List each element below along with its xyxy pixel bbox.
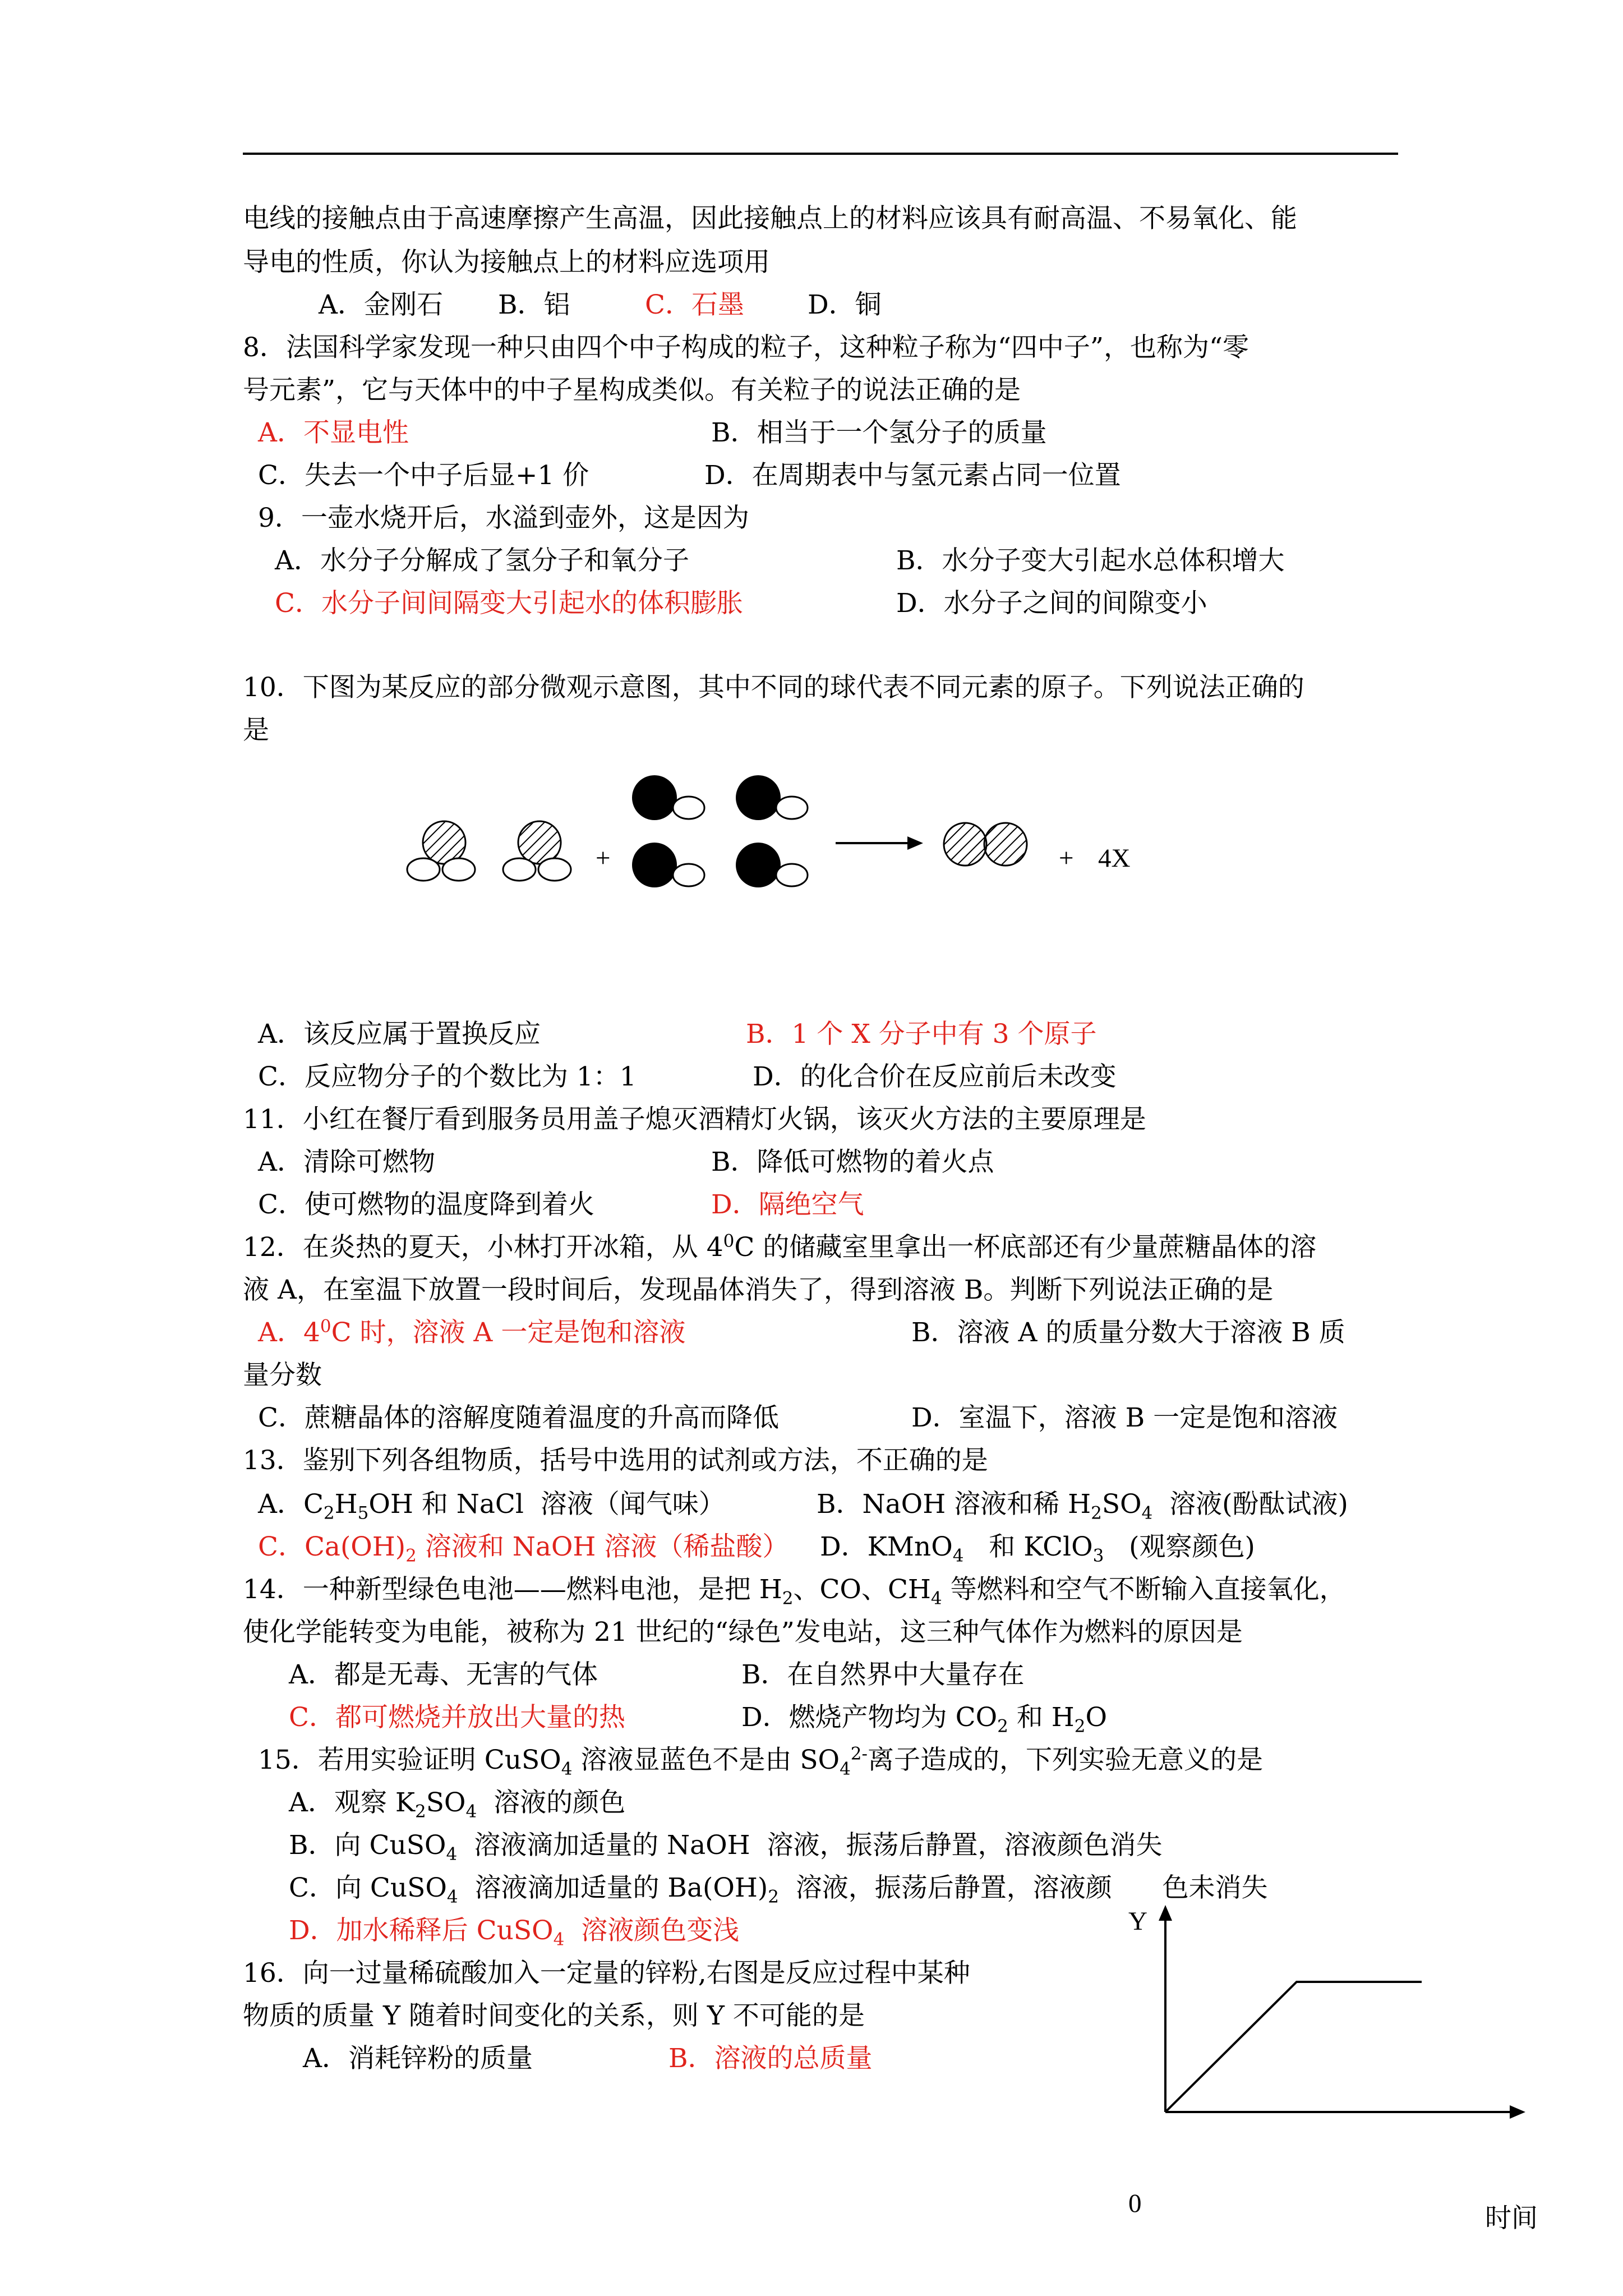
q14-option-c: C．都可燃烧并放出大量的热	[289, 1702, 625, 1733]
q12-option-b-cont: 量分数	[243, 1360, 322, 1391]
q10-line2: 是	[243, 715, 269, 746]
header-rule	[243, 153, 1398, 155]
q10-option-c: C．反应物分子的个数比为 1：1	[258, 1061, 637, 1092]
q11-option-b: B．降低可燃物的着火点	[711, 1147, 994, 1177]
q9-option-a: A．水分子分解成了氢分子和氧分子	[275, 545, 689, 576]
q7-option-a: A．金刚石	[319, 289, 443, 320]
q16-line1: 16．向一过量稀硫酸加入一定量的锌粉,右图是反应过程中某种	[243, 1958, 970, 1989]
q12-option-c: C．蔗糖晶体的溶解度随着温度的升高而降低	[258, 1402, 779, 1433]
time-graph	[1128, 1905, 1525, 2218]
q15-option-a: A．观察 $K_2SO_4$ 溶液的颜色	[289, 1787, 626, 1822]
q12-option-a: A．$4^0C$ 时，溶液 A 一定是饱和溶液	[258, 1316, 686, 1348]
q8-option-a: A．不显电性	[258, 417, 409, 448]
q7-option-b: B．铝	[498, 289, 570, 320]
graph-curve	[1165, 1982, 1422, 2112]
q8-option-d: D．在周期表中与氢元素占同一位置	[704, 460, 1121, 491]
plus-sign-1: +	[596, 844, 611, 873]
reactant-molecule-2	[503, 821, 571, 881]
q8-option-b: B．相当于一个氢分子的质量	[711, 417, 1047, 448]
q7-line2: 导电的性质，你认为接触点上的材料应选项用	[243, 247, 770, 278]
q16-option-a: A．消耗锌粉的质量	[303, 2043, 533, 2074]
q9-line1: 9．一壶水烧开后，水溢到壶外，这是因为	[258, 503, 749, 533]
q12-line2: 液 A，在室温下放置一段时间后，发现晶体消失了，得到溶液 B。判断下列说法正确的是	[243, 1274, 1274, 1305]
q7-line1: 电线的接触点由于高速摩擦产生高温，因此接触点上的材料应该具有耐高温、不易氧化、能	[243, 203, 1297, 234]
q10-line1: 10．下图为某反应的部分微观示意图，其中不同的球代表不同元素的原子。下列说法正确的	[243, 672, 1304, 703]
graph-x-label: 时间	[1485, 2203, 1538, 2234]
plus-sign-2: +	[1059, 844, 1074, 873]
q8-option-c: C．失去一个中子后显+1 价	[258, 460, 589, 491]
q14-option-d: D．燃烧产物均为 $CO_2$ 和 $H_2O$	[741, 1702, 1108, 1737]
q11-option-c: C．使可燃物的温度降到着火	[258, 1189, 594, 1220]
q14-option-a: A．都是无毒、无害的气体	[289, 1659, 598, 1690]
q12-option-d: D．室温下，溶液 B 一定是饱和溶液	[911, 1402, 1338, 1433]
reactant-molecule-1	[407, 821, 475, 881]
graph-origin-label: 0	[1128, 2189, 1142, 2218]
q9-option-d: D．水分子之间的间隙变小	[896, 588, 1207, 619]
q13-option-b: B．NaOH 溶液和稀 $H_2SO_4$ 溶液(酚酞试液)	[817, 1489, 1348, 1524]
q13-option-a: A．$C_2H_5OH$ 和 NaCl 溶液（闻气味）	[258, 1489, 725, 1524]
q14-line1: 14．一种新型绿色电池——燃料电池，是把 $H_2$、CO、$CH_4$ 等燃料和空气不断输入直接氧化，	[243, 1574, 1346, 1609]
q15-option-c: C．向 CuSO$_4$ 溶液滴加适量的 $Ba(OH)_2$ 溶液，振荡后静置，溶液颜 色未消失	[289, 1872, 1268, 1907]
q14-option-b: B．在自然界中大量存在	[741, 1659, 1025, 1690]
product-molecule	[944, 823, 1027, 866]
q15-option-d: D．加水稀释后 CuSO$_4$ 溶液颜色变浅	[289, 1915, 740, 1950]
q11-option-d: D．隔绝空气	[711, 1189, 864, 1220]
q10-option-d: D．的化合价在反应前后未改变	[753, 1061, 1117, 1092]
q11-line1: 11．小红在餐厅看到服务员用盖子熄灭酒精灯火锅，该灭火方法的主要原理是	[243, 1104, 1146, 1135]
reactant-molecule-4	[736, 775, 808, 820]
q11-option-a: A．清除可燃物	[258, 1147, 435, 1177]
graph-y-label: Y	[1128, 1907, 1147, 1936]
q9-option-c: C．水分子间间隔变大引起水的体积膨胀	[275, 588, 743, 619]
q10-option-a: A．该反应属于置换反应	[258, 1019, 541, 1050]
q15-line1: 15．若用实验证明 CuSO$_4$ 溶液显蓝色不是由 $SO_4^{2-}$离子造成的，下列实验无意义的是	[258, 1743, 1263, 1779]
q12-line1: 12．在炎热的夏天，小林打开冰箱，从 $4^0C$ 的储藏室里拿出一杯底部还有少量蔗糖晶体的溶	[243, 1231, 1317, 1263]
q12-option-b: B．溶液 A 的质量分数大于溶液 B 质	[911, 1317, 1345, 1348]
q7-option-c: C．石墨	[645, 289, 744, 320]
q14-line2: 使化学能转变为电能，被称为 21 世纪的“绿色”发电站，这三种气体作为燃料的原因是	[243, 1617, 1243, 1648]
reactant-molecule-3	[632, 775, 704, 820]
q13-line1: 13．鉴别下列各组物质，括号中选用的试剂或方法，不正确的是	[243, 1445, 988, 1476]
q8-line1: 8．法国科学家发现一种只由四个中子构成的粒子，这种粒子称为“四中子”，也称为“零	[243, 332, 1249, 363]
q15-option-b: B．向 CuSO$_4$ 溶液滴加适量的 NaOH 溶液，振荡后静置，溶液颜色消失	[289, 1830, 1163, 1865]
q8-line2: 号元素”，它与天体中的中子星构成类似。有关粒子的说法正确的是	[243, 375, 1021, 406]
reaction-arrow	[836, 836, 923, 850]
q16-option-b: B．溶液的总质量	[668, 2043, 873, 2074]
q13-option-d: D．KMnO$_4$ 和 KClO$_3$ (观察颜色)	[820, 1531, 1255, 1566]
q9-option-b: B．水分子变大引起水总体积增大	[896, 545, 1285, 576]
q10-option-b: B．1 个 X 分子中有 3 个原子	[746, 1019, 1097, 1050]
q7-option-d: D．铜	[808, 289, 882, 320]
q16-line2: 物质的质量 Y 随着时间变化的关系，则 Y 不可能的是	[243, 2000, 865, 2031]
product-4x-label: 4X	[1098, 844, 1131, 873]
reactant-molecule-5	[632, 843, 704, 887]
q13-option-c: C．$Ca(OH)_2$ 溶液和 NaOH 溶液（稀盐酸）	[258, 1531, 789, 1566]
reactant-molecule-6	[736, 843, 808, 887]
